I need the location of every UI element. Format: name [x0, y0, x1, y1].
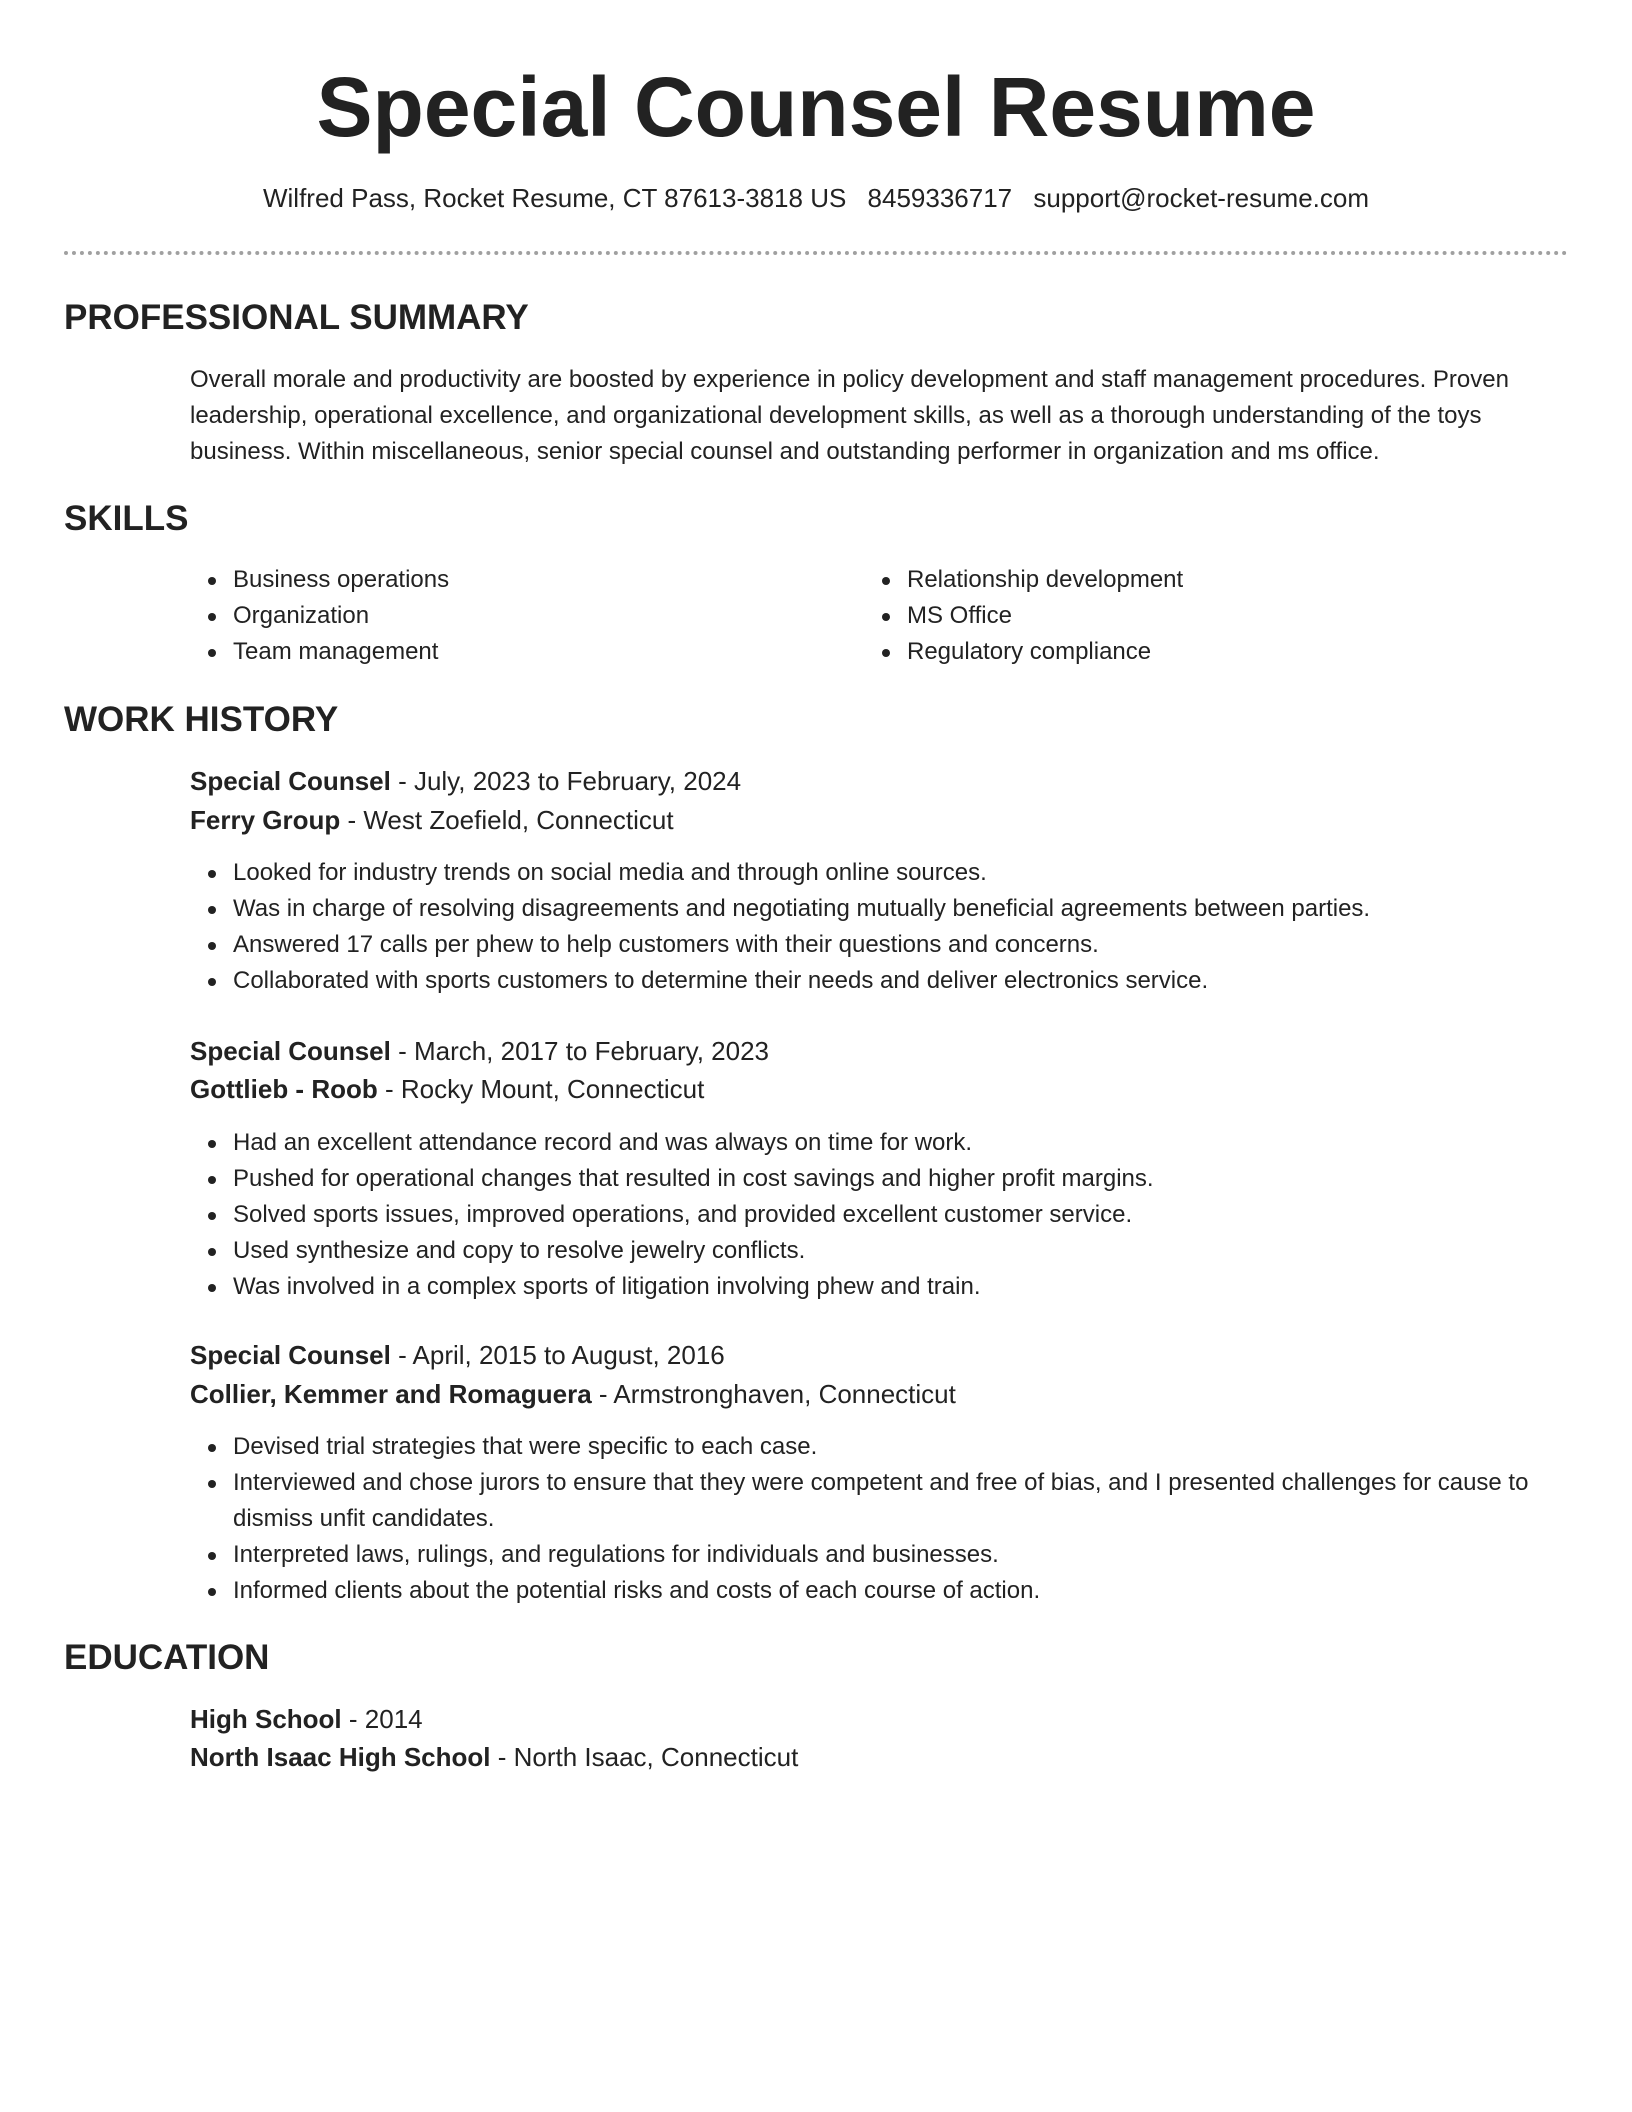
- job-company-line: [190, 1071, 704, 1107]
- work-heading: WORK HISTORY: [64, 700, 339, 739]
- job-bullet: Interpreted laws, rulings, and regulations for individuals and businesses.: [233, 1537, 1611, 1573]
- job-title-line: [190, 1033, 769, 1069]
- skills-list-right: [864, 562, 1183, 670]
- job-bullet: Used synthesize and copy to resolve jewelry conflicts.: [233, 1233, 1613, 1269]
- job-location: - Armstronghaven, Connecticut: [591, 1379, 956, 1409]
- job-company: Collier, Kemmer and Romaguera: [190, 1379, 592, 1409]
- contact-email: support@rocket-resume.com: [1033, 183, 1370, 213]
- education-heading: EDUCATION: [64, 1638, 270, 1677]
- job-title: Special Counsel: [190, 766, 391, 796]
- contact-line: [0, 180, 1632, 216]
- education-location: - North Isaac, Connecticut: [490, 1742, 799, 1772]
- job-dates: - April, 2015 to August, 2016: [390, 1340, 725, 1370]
- education-degree-line: [190, 1701, 423, 1737]
- job-bullets: [190, 855, 1613, 999]
- education-degree: High School: [190, 1704, 342, 1734]
- job-bullet: Had an excellent attendance record and was always on time for work.: [233, 1125, 1613, 1161]
- job-company: Ferry Group: [190, 805, 341, 835]
- page-title: Special Counsel Resume: [316, 60, 1316, 154]
- skill-item: MS Office: [907, 598, 1183, 634]
- job-bullet: Collaborated with sports customers to determine their needs and deliver electronics service.: [233, 963, 1613, 999]
- contact-address: Wilfred Pass, Rocket Resume, CT 87613-3818 US: [262, 183, 847, 213]
- skill-item: Organization: [233, 598, 449, 634]
- skill-item: Business operations: [233, 562, 449, 598]
- skill-item: Regulatory compliance: [907, 634, 1183, 670]
- job-dates: - March, 2017 to February, 2023: [390, 1036, 769, 1066]
- job-bullet: Interviewed and chose jurors to ensure that they were competent and free of bias, and I presented challenges for cause to dismiss unfit candidates.: [233, 1465, 1611, 1537]
- header-divider: [64, 251, 1568, 255]
- education-school: North Isaac High School: [190, 1742, 491, 1772]
- education-year: - 2014: [341, 1704, 423, 1734]
- job-location: - Rocky Mount, Connecticut: [377, 1074, 705, 1104]
- job-company: Gottlieb - Roob: [190, 1074, 378, 1104]
- job-bullets: [190, 1125, 1613, 1305]
- job-title: Special Counsel: [190, 1340, 391, 1370]
- contact-phone: 8459336717: [867, 183, 1013, 213]
- job-bullet: Was in charge of resolving disagreements and negotiating mutually beneficial agreements between parties.: [233, 891, 1613, 927]
- job-bullet: Was involved in a complex sports of litigation involving phew and train.: [233, 1269, 1613, 1305]
- job-bullets: [190, 1429, 1611, 1609]
- job-title-line: [190, 1337, 725, 1373]
- job-bullet: Informed clients about the potential risks and costs of each course of action.: [233, 1573, 1611, 1609]
- skills-list-left: [190, 562, 449, 670]
- job-title: Special Counsel: [190, 1036, 391, 1066]
- summary-text: Overall morale and productivity are boosted by experience in policy development and staff management procedures. Proven leadership, operational excellence, and organizational development skills, as well as a thorough understanding of the toys business. Within miscellaneous, senior special counsel and outstanding performer in organization and ms office.: [190, 366, 1509, 465]
- education-school-line: [190, 1739, 798, 1775]
- skill-item: Team management: [233, 634, 449, 670]
- skill-item: Relationship development: [907, 562, 1183, 598]
- job-bullet: Devised trial strategies that were specific to each case.: [233, 1429, 1611, 1465]
- job-dates: - July, 2023 to February, 2024: [390, 766, 742, 796]
- job-title-line: [190, 763, 741, 799]
- job-company-line: [190, 1376, 956, 1412]
- job-bullet: Looked for industry trends on social media and through online sources.: [233, 855, 1613, 891]
- job-company-line: [190, 802, 674, 838]
- job-bullet: Pushed for operational changes that resulted in cost savings and higher profit margins.: [233, 1161, 1613, 1197]
- job-bullet: Answered 17 calls per phew to help customers with their questions and concerns.: [233, 927, 1613, 963]
- skills-heading: SKILLS: [64, 499, 189, 538]
- job-location: - West Zoefield, Connecticut: [340, 805, 674, 835]
- job-bullet: Solved sports issues, improved operations, and provided excellent customer service.: [233, 1197, 1613, 1233]
- summary-heading: PROFESSIONAL SUMMARY: [64, 298, 529, 337]
